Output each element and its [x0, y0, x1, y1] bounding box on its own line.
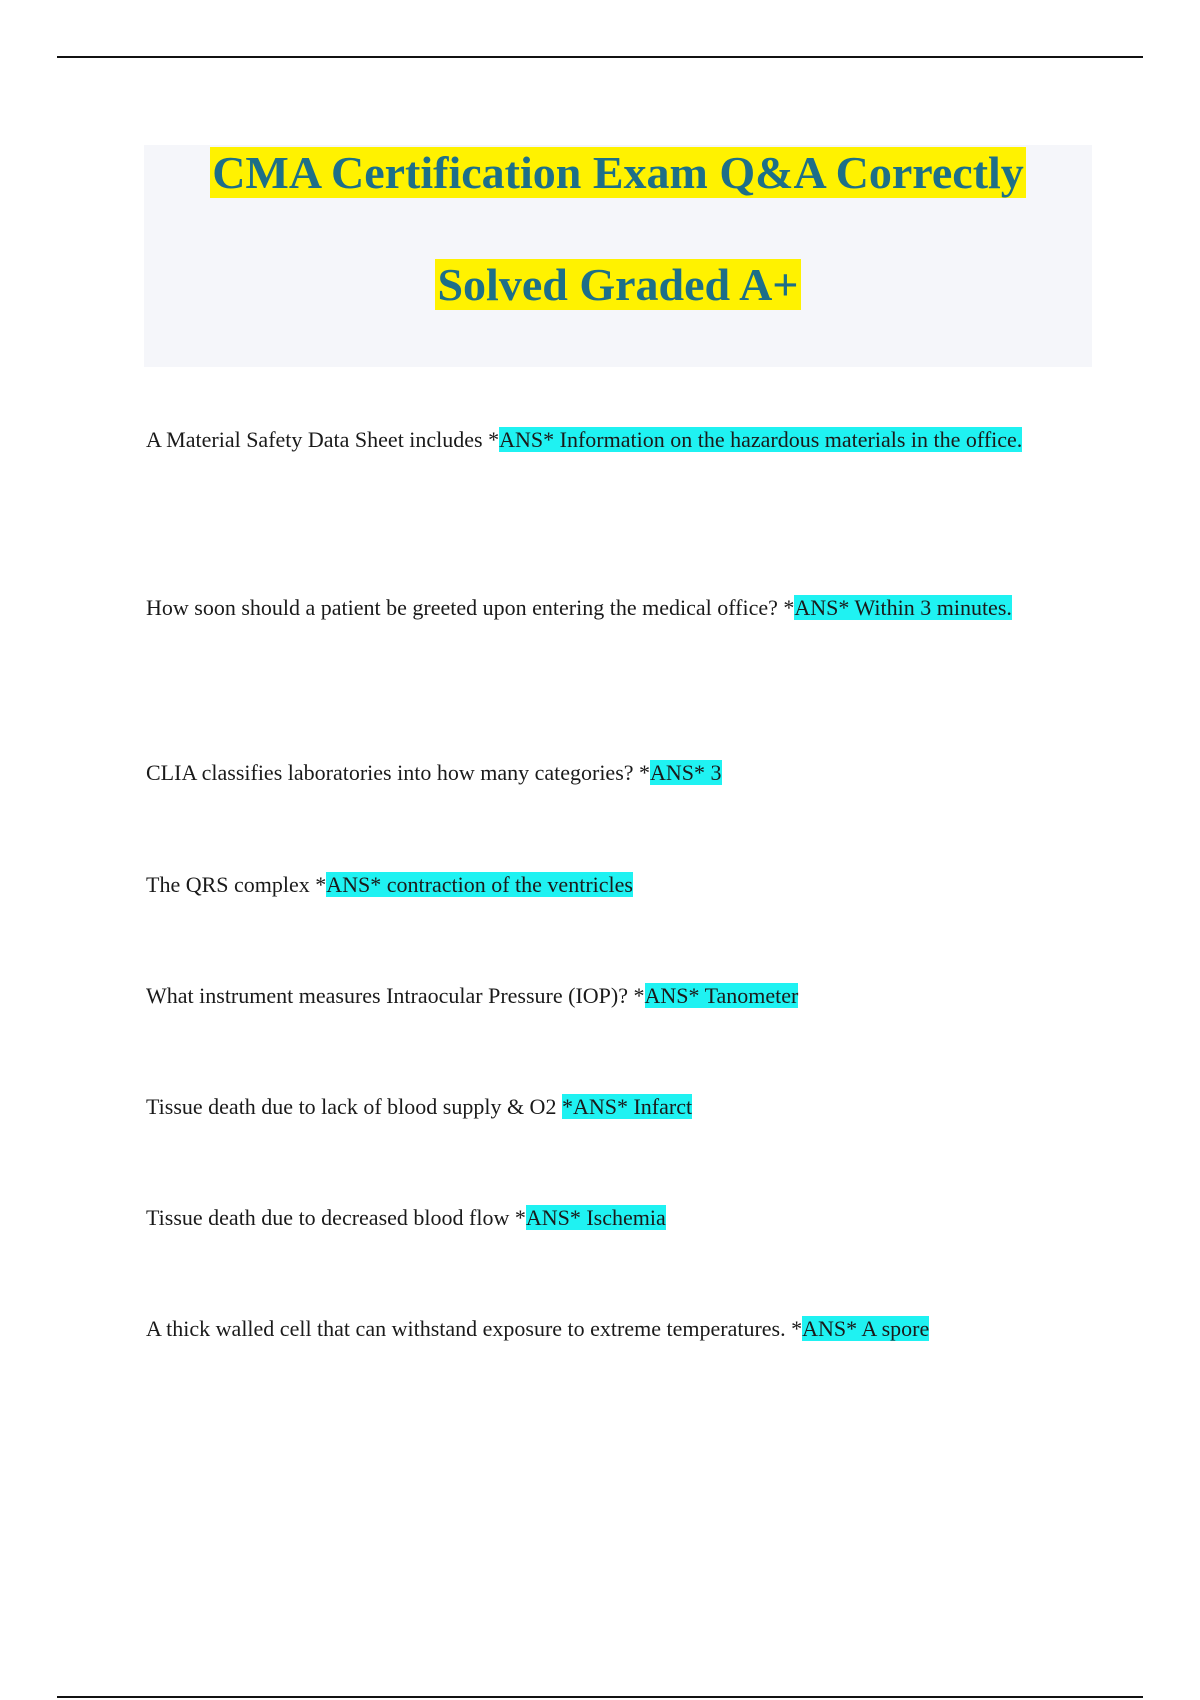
qa-item-8	[146, 1301, 1076, 1356]
question-text: Tissue death due to lack of blood supply & O2	[146, 1094, 562, 1119]
answer-text: ANS* 3	[650, 760, 722, 785]
answer-text: ANS* Within 3 minutes.	[794, 595, 1012, 620]
page-title-line-2: Solved Graded A+	[437, 259, 799, 310]
question-text: How soon should a patient be greeted upon entering the medical office? *	[146, 595, 795, 620]
question-text: Tissue death due to decreased blood flow *	[146, 1205, 526, 1230]
answer-text: ANS* Information on the hazardous materials in the office.	[499, 427, 1023, 452]
answer-text: ANS* contraction of the ventricles	[326, 872, 633, 897]
answer-text: ANS* A spore	[802, 1316, 930, 1341]
qa-item-4	[146, 857, 1076, 912]
qa-item-2	[146, 580, 1076, 635]
title-block	[144, 145, 1092, 367]
question-text: The QRS complex *	[146, 872, 327, 897]
top-rule	[57, 56, 1143, 58]
qa-item-6	[146, 1079, 1076, 1134]
page-title-line-1: CMA Certification Exam Q&A Correctly	[212, 147, 1024, 198]
qa-item-3	[146, 745, 1076, 800]
qa-item-7	[146, 1190, 1076, 1245]
answer-text: ANS* Ischemia	[525, 1205, 666, 1230]
question-text: What instrument measures Intraocular Pressure (IOP)? *	[146, 983, 645, 1008]
qa-item-1	[146, 412, 1076, 467]
answer-text: *ANS* Infarct	[561, 1094, 693, 1119]
bottom-rule	[57, 1696, 1143, 1698]
question-text: A thick walled cell that can withstand exposure to extreme temperatures. *	[146, 1316, 803, 1341]
qa-item-5	[146, 968, 1076, 1023]
question-text: A Material Safety Data Sheet includes *	[146, 427, 500, 452]
question-text: CLIA classifies laboratories into how many categories? *	[146, 760, 651, 785]
answer-text: ANS* Tanometer	[644, 983, 799, 1008]
